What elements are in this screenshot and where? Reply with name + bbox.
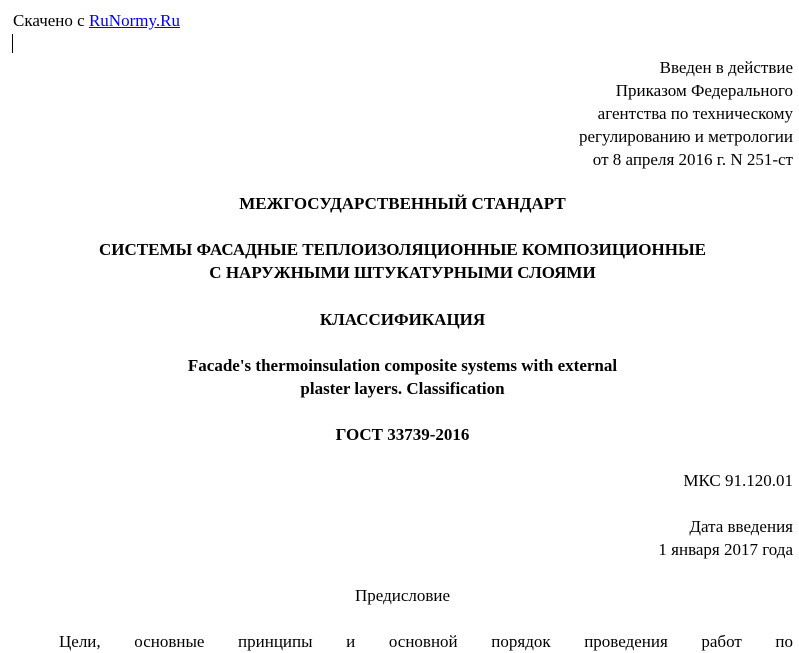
document-title: [0, 238, 799, 284]
standard-code: [0, 423, 799, 446]
mks-code: [683, 469, 793, 492]
effective-date: [658, 515, 793, 561]
preface-heading-text: Предисловие: [354, 586, 451, 605]
mks-code-text: МКС 91.120.01: [683, 471, 793, 490]
english-title: [0, 354, 799, 400]
source-link[interactable]: RuNormy.Ru: [88, 11, 180, 30]
effective-date-label: Дата введения: [689, 517, 793, 536]
paragraph-line: Цели, основные принципы и основной порядок проведения работ по: [59, 632, 793, 651]
enactment-line: Введен в действие: [659, 58, 793, 77]
enactment-line: агентства по техническому: [597, 104, 793, 123]
text-cursor: [12, 34, 13, 53]
enactment-block: [579, 56, 793, 171]
source-line: [13, 9, 180, 32]
subtitle-text: КЛАССИФИКАЦИЯ: [319, 310, 486, 329]
title-line: СИСТЕМЫ ФАСАДНЫЕ ТЕПЛОИЗОЛЯЦИОННЫЕ КОМПОЗИЦИОННЫЕ: [99, 240, 706, 259]
english-title-line: Facade's thermoinsulation composite systems with external: [187, 356, 618, 375]
enactment-line: регулированию и метрологии: [578, 127, 793, 146]
standard-type: [0, 192, 799, 215]
standard-code-text: ГОСТ 33739-2016: [335, 425, 470, 444]
source-prefix: Скачено с: [13, 11, 89, 30]
enactment-line: от 8 апреля 2016 г. N 251-ст: [592, 150, 793, 169]
document-subtitle: [0, 308, 799, 331]
enactment-line: Приказом Федерального: [615, 81, 793, 100]
effective-date-value: 1 января 2017 года: [658, 540, 793, 559]
english-title-line: plaster layers. Classification: [300, 379, 505, 398]
title-line: С НАРУЖНЫМИ ШТУКАТУРНЫМИ СЛОЯМИ: [209, 263, 596, 282]
standard-type-text: МЕЖГОСУДАРСТВЕННЫЙ СТАНДАРТ: [239, 194, 566, 213]
preface-heading: [0, 584, 799, 607]
